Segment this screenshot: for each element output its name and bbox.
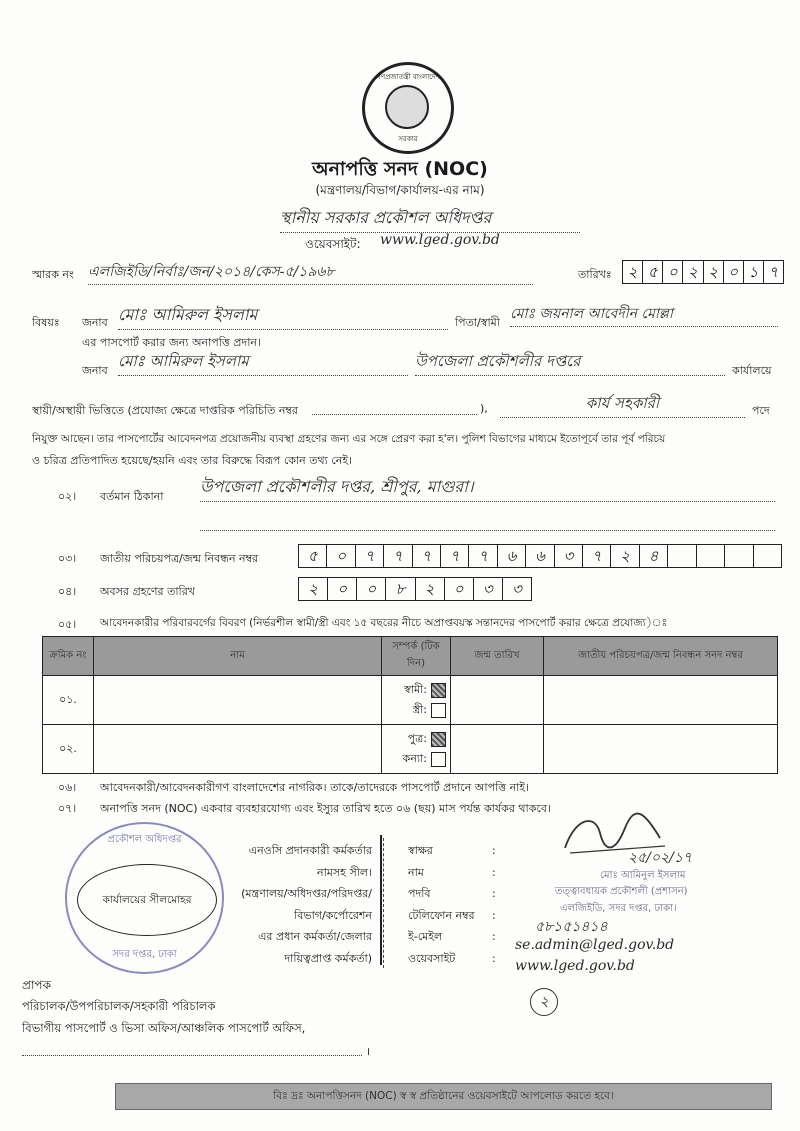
seal-bottom-text: সরকার	[398, 135, 418, 143]
nid-digit	[725, 545, 753, 567]
label-phone: টেলিফোন নম্বর	[408, 908, 475, 922]
row-serial: ০২.	[43, 725, 94, 774]
permanent-line: স্থায়ী/অস্থায়ী ভিত্তিতে (প্রযোজ্য ক্ষেত্রে দাপ্তরিক পরিচিতি নম্বর	[32, 404, 298, 417]
nid-digit: ০	[327, 545, 355, 567]
row-dob-cell	[451, 676, 544, 725]
stamp-top-text: প্রকৌশল অধিদপ্তর	[107, 834, 182, 845]
footer-note: বিঃ দ্রঃ অনাপত্তিসনদ (NOC) স্ব স্ব প্রতিষ্ঠানের ওয়েবসাইটে আপলোড করতে হবে।	[115, 1083, 772, 1110]
row-name-cell	[94, 725, 382, 774]
label-website: ওয়েবসাইট	[408, 951, 456, 965]
website-value-2: www.lged.gov.bd	[515, 958, 635, 974]
address-label: বর্তমান ঠিকানা	[100, 490, 164, 503]
id-number-blank	[312, 414, 477, 415]
body-paragraph	[32, 428, 782, 472]
relation-husband-label: স্বামী:	[404, 683, 427, 696]
office-name: স্থানীয় সরকার প্রকৌশল অধিদপ্তর	[280, 205, 580, 233]
date-digit: ২	[623, 261, 643, 283]
date-digit: ০	[724, 261, 744, 283]
date-digit: ২	[683, 261, 703, 283]
validity-text: অনাপত্তি সনদ (NOC) একবার ব্যবহারযোগ্য এবং ইস্যুর তারিখ হতে ০৬ (ছয়) মাস পর্যন্ত কার্যকর থাকবে।	[100, 802, 551, 815]
retire-date-boxes	[298, 577, 532, 601]
date-label: তারিখঃ	[578, 268, 612, 281]
retire-digit: ০	[328, 578, 357, 600]
row-nid-cell	[544, 725, 778, 774]
item-04-num: ০৪।	[58, 585, 77, 598]
nid-digit: ৩	[555, 545, 583, 567]
employee-name: মোঃ আমিরুল ইসলাম	[118, 350, 408, 376]
issuer-line: (মন্ত্রণালয়/অধিদপ্তর/পরিদপ্তর/	[241, 887, 372, 900]
item-03-num: ০৩।	[58, 552, 77, 565]
subject-line2: এর পাসপোর্ট করার জন্য অনাপত্তি প্রদান।	[82, 336, 261, 349]
nid-digit: ৬	[498, 545, 526, 567]
phone-value: ৫৮১৫১৪১৪	[535, 919, 608, 935]
office-stamp-text: এলজিইডি, সদর দপ্তর, ঢাকা।	[560, 903, 677, 914]
memo-label: স্মারক নং	[32, 268, 74, 281]
office-stamp	[65, 822, 224, 974]
signature-field-labels	[408, 840, 475, 969]
relation-wife-label: স্ত্রী:	[412, 703, 427, 716]
item-06-num: ০৬।	[58, 781, 77, 794]
item-07-num: ০৭।	[58, 802, 77, 815]
husband-checkbox[interactable]	[431, 683, 446, 698]
recipient-line-3	[22, 1055, 362, 1056]
body-para-2: ও চরিত্র প্রতিপাদিত হয়েছে/হয়নি এবং তার বিরুদ্ধে বিরূপ কোন তথ্য নেই।	[32, 454, 352, 467]
family-table	[42, 636, 778, 774]
circled-mark: ২	[530, 988, 558, 1016]
body-para-1: নিযুক্ত আছেন। তার পাসপোর্টের আবেদনপত্র প্রয়োজনীয় ব্যবস্থা গ্রহণের জন্য এর সঙ্গে প্রেরণ করা হ'ল। পুলিশ বিভাগের মাধ্যমে ইতোপূর্বে তার পূর্ব পরিচয়	[32, 433, 666, 445]
issue-date-boxes	[622, 260, 784, 284]
document-title: অনাপত্তি সনদ (NOC)	[312, 158, 488, 180]
recipient-line-1: পরিচালক/উপপরিচালক/সহকারী পরিচালক	[22, 999, 216, 1013]
row-serial: ০১.	[43, 676, 94, 725]
body-janab: জনাব	[82, 364, 108, 377]
retire-digit: ২	[416, 578, 445, 600]
post-suffix: পদে	[752, 404, 770, 417]
nid-boxes	[298, 544, 782, 568]
col-name: নাম	[94, 637, 382, 676]
date-digit: ৭	[768, 263, 779, 281]
website-label: ওয়েবসাইট:	[305, 237, 361, 251]
seal-top-text: গণপ্রজাতন্ত্রী বাংলাদেশ	[376, 73, 440, 81]
col-dob: জন্ম তারিখ	[451, 637, 544, 676]
retire-digit: ২	[299, 578, 328, 600]
col-relation: সম্পর্ক (টিক দিন)	[382, 637, 451, 676]
relation-daughter-label: কন্যা:	[402, 752, 427, 765]
issuer-line: এনওসি প্রদানকারী কর্মকর্তার	[248, 844, 372, 857]
nid-digit	[697, 545, 725, 567]
retire-digit: ৩	[474, 578, 503, 600]
nid-digit: ২	[611, 545, 639, 567]
citizen-text: আবেদনকারী/আবেদনকারীগণ বাংলাদেশের নাগরিক। তাকে/তাদেরকে পাসপোর্ট প্রদানে আপত্তি নাই।	[100, 781, 530, 794]
label-name: নাম	[408, 865, 424, 879]
nid-label: জাতীয় পরিচয়পত্র/জন্ম নিবন্ধন নম্বর	[100, 552, 259, 565]
family-table-header	[43, 637, 778, 676]
issuer-line: বিভাগ/কর্পোরেশন	[294, 908, 372, 922]
date-digit: ১	[744, 261, 764, 283]
relation-son-label: পুত্র:	[407, 732, 427, 745]
date-digit: ২	[704, 261, 724, 283]
stamp-bottom-text: সদর দপ্তর, ঢাকা	[112, 949, 177, 960]
divider	[380, 835, 382, 965]
nid-digit	[668, 545, 696, 567]
table-row	[43, 725, 778, 774]
government-seal	[362, 62, 454, 154]
employee-office: উপজেলা প্রকৌশলীর দপ্তরে	[415, 350, 725, 376]
item-05-num: ০৫।	[58, 618, 77, 631]
father-name: মোঃ জয়নাল আবেদীন মোল্লা	[510, 302, 778, 327]
website-value: www.lged.gov.bd	[380, 232, 500, 248]
wife-checkbox[interactable]	[431, 703, 446, 718]
seal-oval	[77, 864, 217, 936]
retire-digit: ৮	[386, 578, 415, 600]
nid-digit: ৪	[640, 545, 668, 567]
applicant-name: মোঃ আমিরুল ইসলাম	[118, 302, 448, 330]
recipient-line-3-suffix: ।	[366, 1045, 371, 1058]
row-nid-cell	[544, 676, 778, 725]
daughter-checkbox[interactable]	[431, 752, 446, 767]
office-seal-label: কার্যালয়ের সীলমোহর	[102, 894, 192, 906]
address-line-2	[200, 530, 775, 531]
signature-date: ২৫/০২/১৭	[628, 850, 693, 866]
issuer-line: নামসহ সীল।	[317, 865, 372, 879]
table-row	[43, 676, 778, 725]
post-value: কার্য সহকারী	[500, 392, 745, 418]
nid-digit: ৭	[356, 545, 384, 567]
retire-digit: ৩	[512, 580, 522, 598]
retire-label: অবসর গ্রহণের তারিখ	[100, 585, 195, 598]
date-digit: ৫	[643, 261, 663, 283]
memo-value: এলজিইডি/নির্বাঃ/জন/২০১৪/কেস-৫/১৯৬৮	[88, 260, 533, 285]
item-02-num: ০২।	[58, 490, 77, 503]
row-relation-cell	[382, 676, 451, 725]
retire-digit: ০	[445, 578, 474, 600]
father-label: পিতা/স্বামী	[455, 316, 500, 329]
row-dob-cell	[451, 725, 544, 774]
col-nid: জাতীয় পরিচয়পত্র/জন্ম নিবন্ধন সনদ নম্বর	[544, 637, 778, 676]
nid-digit: ৭	[583, 545, 611, 567]
name-stamp: মোঃ আমিনুল ইসলাম	[600, 870, 686, 881]
nid-digit	[754, 545, 781, 567]
row-name-cell	[94, 676, 382, 725]
nid-digit: ৫	[299, 545, 327, 567]
subject-janab: জনাব	[82, 316, 108, 329]
row-relation-cell	[382, 725, 451, 774]
office-suffix: কার্যালয়ে	[732, 364, 772, 377]
nid-digit: ৭	[469, 545, 497, 567]
label-signature: স্বাক্ষর	[408, 844, 433, 857]
date-digit: ০	[663, 261, 683, 283]
label-designation: পদবি	[408, 887, 431, 900]
issuer-description	[222, 840, 372, 969]
nid-digit: ৬	[526, 545, 554, 567]
family-label: আবেদনকারীর পরিবারবর্গের বিবরণ (নির্ভরশীল স্বামী/স্ত্রী এবং ১৫ বছরের নীচে অপ্রাপ্তবয়স্ক সন্তানদের পাসপোর্ট করার ক্ষেত্রে প্রযোজ্য)ঃ	[100, 617, 668, 629]
document-subtitle: (মন্ত্রণালয়/বিভাগ/কার্যালয়-এর নাম)	[315, 183, 485, 197]
seal-emblem	[385, 85, 429, 129]
subject-label: বিষয়ঃ	[32, 316, 60, 329]
col-serial: ক্রমিক নং	[43, 637, 94, 676]
son-checkbox[interactable]	[431, 732, 446, 747]
email-value: se.admin@lged.gov.bd	[515, 937, 675, 953]
nid-digit: ৭	[384, 545, 412, 567]
issuer-line: এর প্রধান কর্মকর্তা/জেলার	[258, 930, 372, 943]
address-value: উপজেলা প্রকৌশলীর দপ্তর, শ্রীপুর, মাগুরা।	[200, 474, 775, 502]
designation-stamp: তত্ত্বাবধায়ক প্রকৌশলী (প্রশাসন)	[555, 886, 688, 897]
nid-digit: ৭	[413, 545, 441, 567]
retire-digit: ০	[357, 578, 386, 600]
label-email: ই-মেইল	[408, 930, 443, 943]
issuer-line: দায়িত্বপ্রাপ্ত কর্মকর্তা)	[284, 951, 372, 965]
nid-digit: ৭	[441, 545, 469, 567]
recipient-line-2: বিভাগীয় পাসপোর্ট ও ভিসা অফিস/আঞ্চলিক পাসপোর্ট অফিস,	[22, 1021, 306, 1035]
recipient-title: প্রাপক	[22, 978, 51, 992]
